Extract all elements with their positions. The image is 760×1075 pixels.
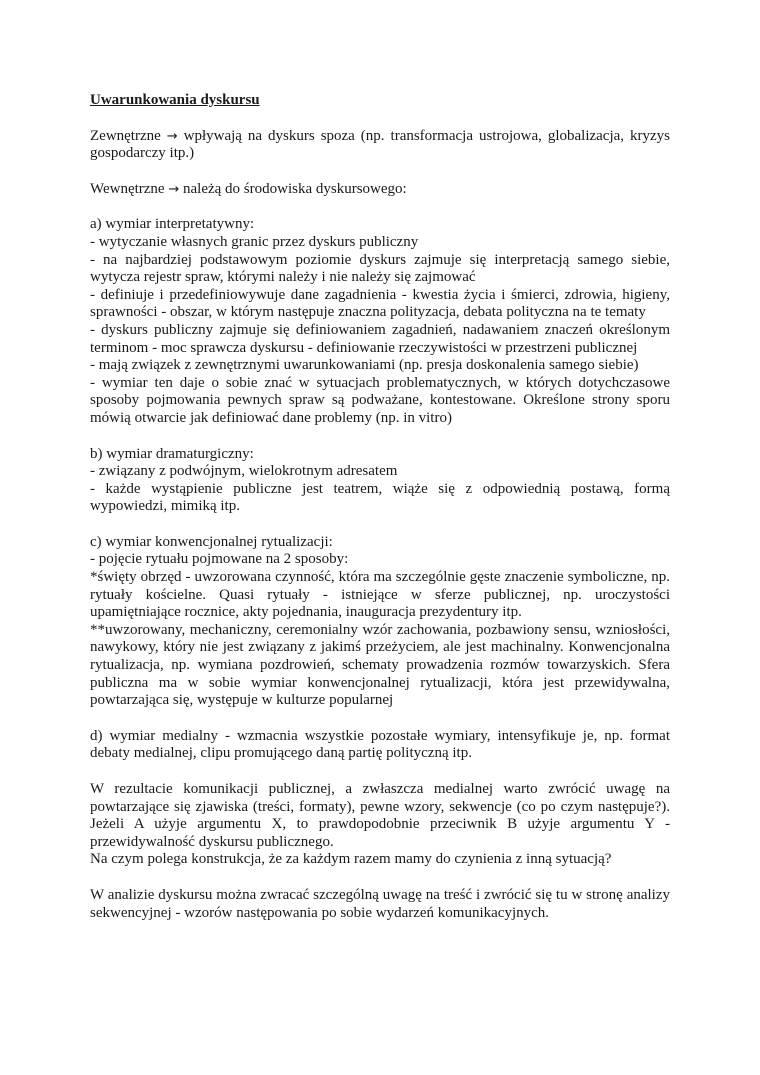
internal-text: należą do środowiska dyskursowego:	[183, 180, 407, 197]
list-item: - definiuje i przedefiniowywuje dane zagadnienia - kwestia życia i śmierci, zdrowia, higieny, sprawności - obszar, w którym następuje znaczna polityzacja, debata polityczna na te tematy	[90, 286, 670, 321]
arrow-right-icon: →	[166, 128, 178, 144]
list-item: - wymiar ten daje o sobie znać w sytuacjach problematycznych, w których dotychczasowe sposoby pojmowania pewnych spraw są podważane, kontestowane. Określone strony sporu mówią otwarcie jak definiować dane problemy (np. in vitro)	[90, 374, 670, 426]
section-b	[90, 446, 670, 516]
arrow-right-icon: →	[168, 181, 180, 197]
section-b-heading: b) wymiar dramaturgiczny:	[90, 445, 254, 462]
list-item: - związany z podwójnym, wielokrotnym adresatem	[90, 463, 398, 480]
conclusion-paragraph	[90, 781, 670, 869]
list-item: - wytyczanie własnych granic przez dyskurs publiczny	[90, 233, 419, 250]
list-item: - każde wystąpienie publiczne jest teatrem, wiąże się z odpowiednią postawą, formą wypowiedzi, mimiką itp.	[90, 480, 670, 515]
document-title: Uwarunkowania dyskursu	[90, 92, 260, 108]
document-page	[90, 92, 670, 940]
section-a-heading: a) wymiar interpretatywny:	[90, 216, 255, 233]
list-item: - dyskurs publiczny zajmuje się definiowaniem zagadnień, nadawaniem znaczeń określonym terminom - moc sprawcza dyskursu - definiowanie rzeczywistości w przestrzeni publicznej	[90, 321, 670, 356]
list-item: *święty obrzęd - uwzorowana czynność, która ma szczególnie gęste znaczenie symboliczne, np. rytuały kościelne. Quasi rytuały - istniejące w sferze publicznej, np. uroczystości upamiętniające rocznice, akty pojednania, inauguracja prezydentury itp.	[90, 569, 670, 621]
section-a	[90, 216, 670, 427]
final-paragraph: W analizie dyskursu można zwracać szczególną uwagę na treść i zwrócić się tu w stronę analizy sekwencyjnej - wzorów następowania po sobie wydarzeń komunikacyjnych.	[90, 886, 670, 921]
external-label: Zewnętrzne	[90, 127, 161, 144]
section-d: d) wymiar medialny - wzmacnia wszystkie pozostałe wymiary, intensyfikuje je, np. format debaty medialnej, clipu promującego daną partię polityczną itp.	[90, 727, 670, 762]
internal-paragraph	[90, 181, 670, 199]
list-item: - na najbardziej podstawowym poziomie dyskurs zajmuje się interpretacją samego siebie, wytycza rejestr spraw, którymi należy i nie należy się zajmować	[90, 251, 670, 286]
internal-label: Wewnętrzne	[90, 180, 165, 197]
list-item: - mają związek z zewnętrznymi uwarunkowaniami (np. presja doskonalenia samego siebie)	[90, 357, 639, 374]
conclusion-question: Na czym polega konstrukcja, że za każdym razem mamy do czynienia z inną sytuacją?	[90, 851, 612, 868]
external-text: wpływają na dyskurs spoza (np. transformacja ustrojowa, globalizacja, kryzys gospodarczy itp.)	[90, 127, 670, 162]
section-c	[90, 534, 670, 710]
external-paragraph	[90, 128, 670, 163]
list-item: **uwzorowany, mechaniczny, ceremonialny wzór zachowania, pozbawiony sensu, wzniosłości, nawykowy, który nie jest związany z jakimś przeżyciem, ale jest machinalny. Konwencjonalna rytualizacja, np. wymiana pozdrowień, schematy prowadzenia rozmów towarzyskich. Sfera publiczna ma w sobie wymiar konwencjonalnej rytualizacji, która jest przewidywalna, powtarzająca się, występuje w kulturze popularnej	[90, 621, 670, 709]
section-c-heading: c) wymiar konwencjonalnej rytualizacji:	[90, 533, 333, 550]
list-item: - pojęcie rytuału pojmowane na 2 sposoby:	[90, 551, 349, 568]
conclusion-text: W rezultacie komunikacji publicznej, a zwłaszcza medialnej warto zwrócić uwagę na powtarzające się zjawiska (treści, formaty), pewne wzory, sekwencje (co po czym następuje?). Jeżeli A użyje argumentu X, to prawdopodobnie przeciwnik B użyje argumentu Y - przewidywalność dyskursu publicznego.	[90, 781, 670, 850]
